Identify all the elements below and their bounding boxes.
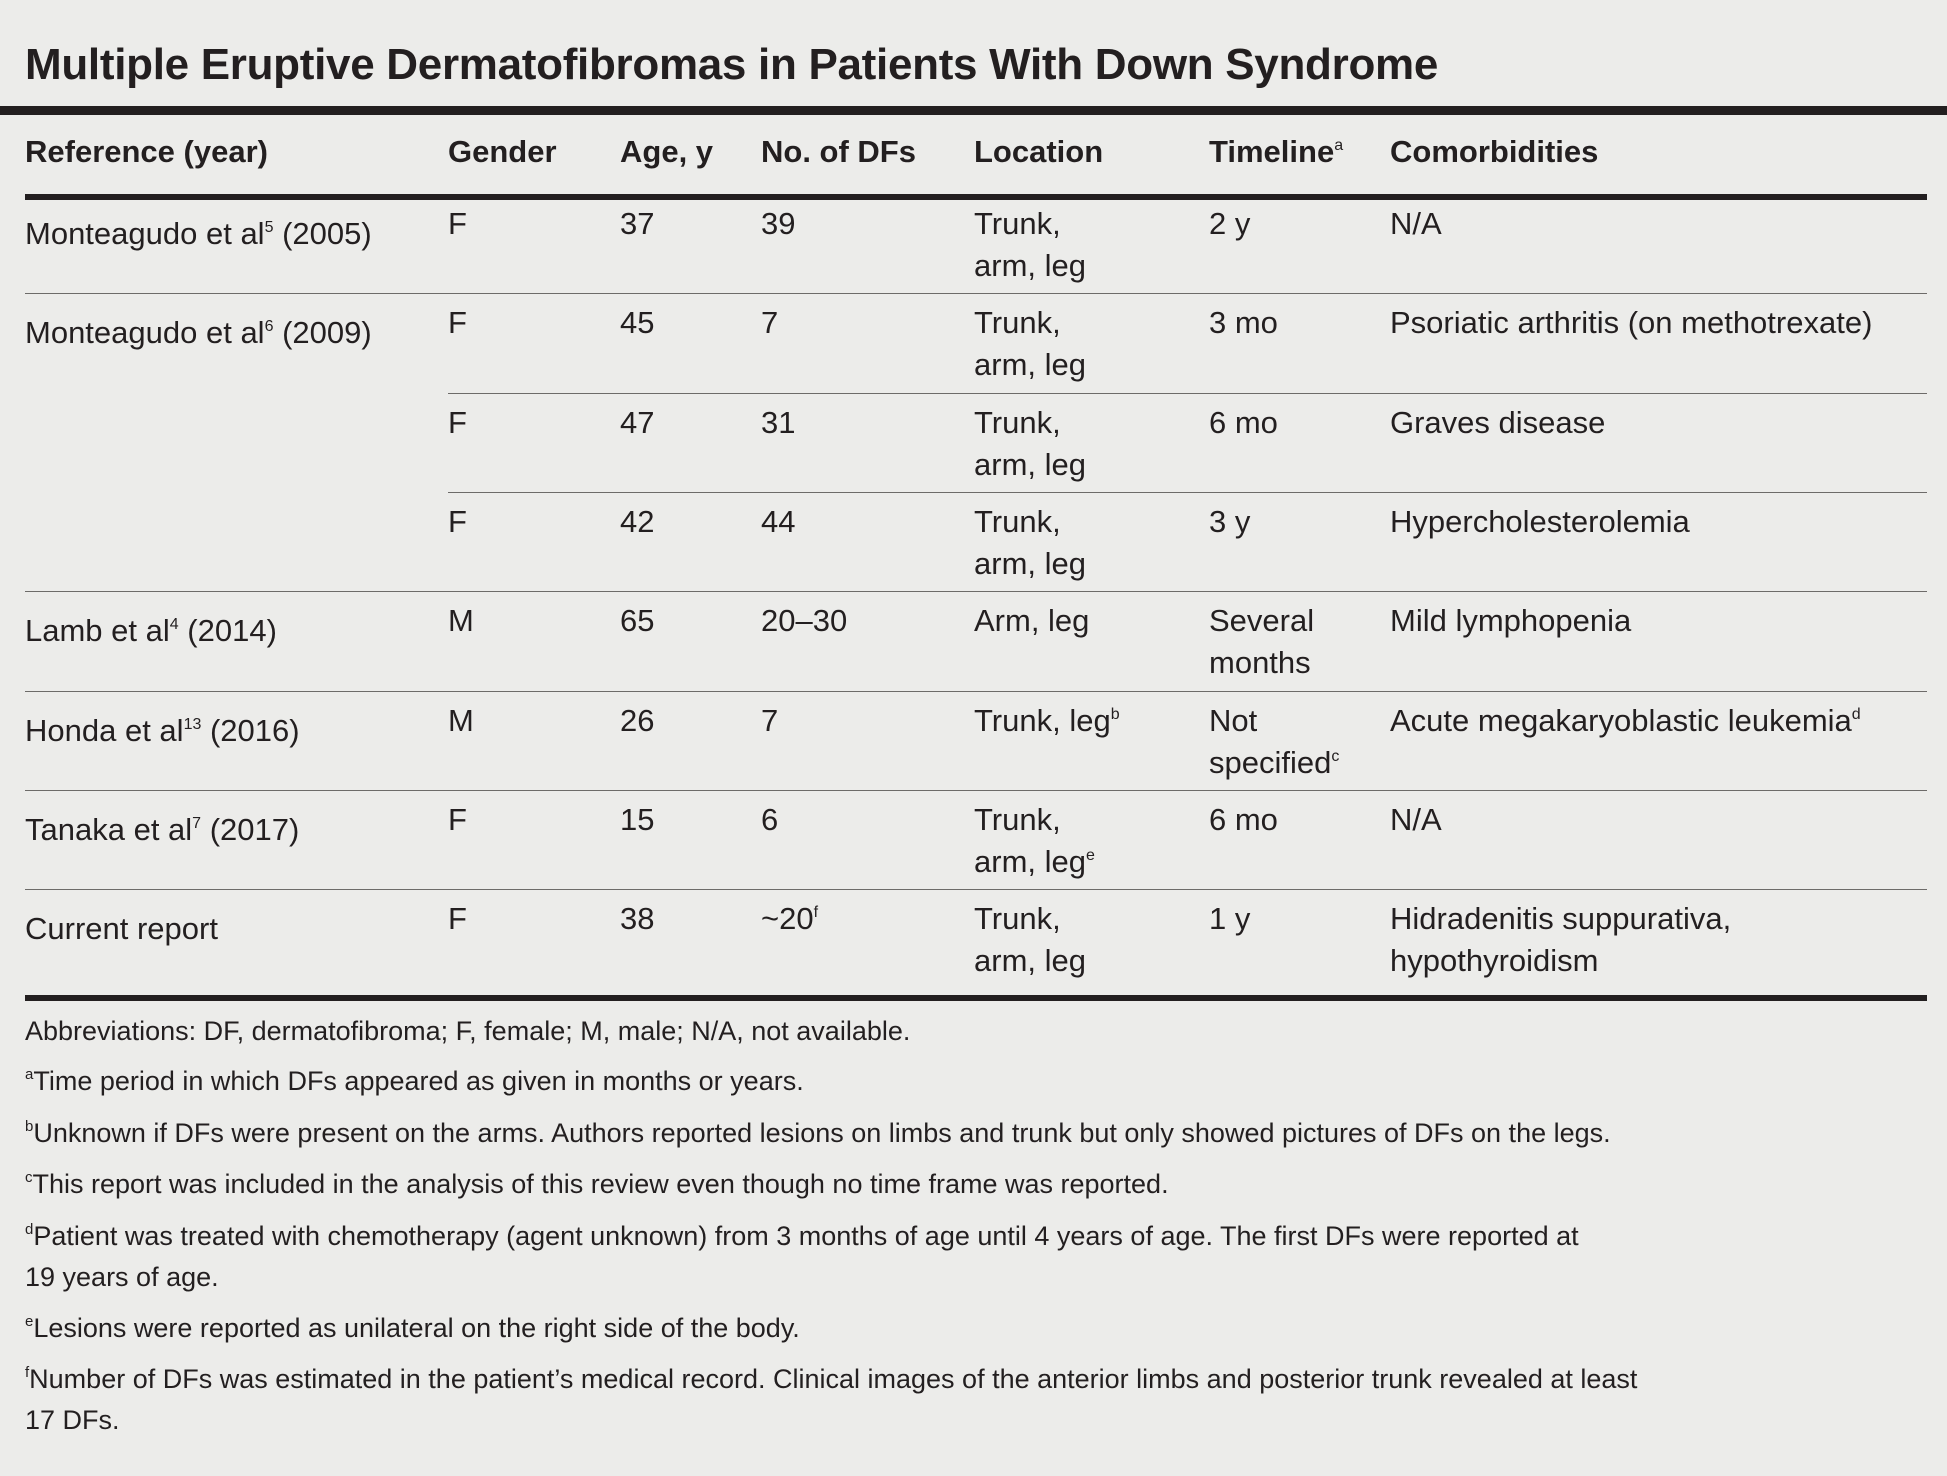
header-location: Location (974, 134, 1104, 169)
cell-comorbidities: Hypercholesterolemia (1390, 504, 1690, 539)
bottom-rule (25, 995, 1927, 1001)
cell-num-dfs: 31 (761, 405, 796, 440)
cell-location: Trunk, arm, leg (974, 901, 1086, 978)
cell-age: 26 (620, 703, 655, 738)
row-divider (25, 691, 1927, 692)
cell-age: 42 (620, 504, 655, 539)
row-divider (448, 393, 1927, 394)
cell-timeline: 2 y (1209, 206, 1251, 241)
cell-comorbidities: Mild lymphopenia (1390, 603, 1632, 638)
cell-num-dfs: 44 (761, 504, 796, 539)
cell-comorbidities: Hidradenitis suppurativa, hypothyroidism (1390, 901, 1732, 978)
row-divider (25, 591, 1927, 592)
footnote-b: $^b$Unknown if DFs were present on the arms. Authors reported lesions on limbs and trunk but only showed pictures of DFs on the legs. (25, 1118, 1611, 1148)
cell-age: 38 (620, 901, 655, 936)
cell-gender: F (448, 901, 467, 936)
footnote-a: $^a$Time period in which DFs appeared as given in months or years. (25, 1066, 804, 1096)
cell-age: 15 (620, 802, 655, 837)
cell-location: Arm, leg (974, 603, 1090, 638)
top-rule (0, 106, 1947, 115)
cell-timeline: Not specified$^c$ (1209, 703, 1340, 780)
cell-gender: F (448, 206, 467, 241)
cell-comorbidities: N/A (1390, 802, 1442, 837)
cell-reference: Monteagudo et $al^5$ (2005) (25, 216, 372, 251)
row-divider (25, 889, 1927, 890)
cell-timeline: 6 mo (1209, 802, 1278, 837)
cell-reference: Monteagudo et $al^6$ (2009) (25, 315, 372, 350)
table-title: Multiple Eruptive Dermatofibromas in Patients With Down Syndrome (25, 40, 1439, 89)
cell-num-dfs: ~20$^f$ (761, 901, 819, 936)
row-divider (25, 293, 1927, 294)
header-reference: Reference (year) (25, 134, 268, 169)
row-divider (448, 492, 1927, 493)
cell-location: Trunk, arm, leg (974, 206, 1086, 283)
cell-age: 47 (620, 405, 655, 440)
cell-age: 65 (620, 603, 655, 638)
cell-reference: Current report (25, 911, 218, 946)
cell-location: Trunk, arm, leg (974, 405, 1086, 482)
cell-location: Trunk, arm, leg$^e$ (974, 802, 1095, 879)
footnote-c: $^c$This report was included in the analysis of this review even though no time frame was reported. (25, 1169, 1169, 1199)
cell-comorbidities: Acute megakaryoblastic leukemia$^d$ (1390, 703, 1861, 738)
header-age: Age, y (620, 134, 714, 169)
cell-reference: Honda et $al^{13}$ (2016) (25, 713, 300, 748)
cell-location: Trunk, arm, leg (974, 504, 1086, 581)
cell-timeline: 1 y (1209, 901, 1251, 936)
cell-num-dfs: 7 (761, 305, 779, 340)
footnote-f: $^f$Number of DFs was estimated in the patient’s medical record. Clinical images of the anterior limbs and posterior trunk revealed at least 17 DFs. (25, 1364, 1638, 1435)
header-gender: Gender (448, 134, 557, 169)
header-rule (25, 194, 1927, 200)
cell-timeline: 3 y (1209, 504, 1251, 539)
header-timeline: Timeline$^a$ (1209, 134, 1344, 169)
cell-num-dfs: 6 (761, 802, 779, 837)
cell-gender: F (448, 802, 467, 837)
cell-gender: M (448, 703, 474, 738)
cell-comorbidities: Graves disease (1390, 405, 1606, 440)
cell-location: Trunk, leg$^b$ (974, 703, 1120, 738)
footnote-abbreviations: Abbreviations: DF, dermatofibroma; F, female; M, male; N/A, not available. (25, 1016, 911, 1046)
cell-gender: F (448, 504, 467, 539)
cell-age: 45 (620, 305, 655, 340)
cell-reference: Lamb et $al^4$ (2014) (25, 613, 277, 648)
cell-gender: F (448, 405, 467, 440)
cell-location: Trunk, arm, leg (974, 305, 1086, 382)
cell-age: 37 (620, 206, 655, 241)
row-divider (25, 790, 1927, 791)
header-timeline-footnote: a (1334, 137, 1344, 154)
footnote-e: $^e$Lesions were reported as unilateral on the right side of the body. (25, 1313, 800, 1343)
footnote-d: $^d$Patient was treated with chemotherapy (agent unknown) from 3 months of age until 4 years of age. The first DFs were reported at 19 years of age. (25, 1221, 1579, 1292)
cell-num-dfs: 7 (761, 703, 779, 738)
cell-reference: Tanaka et $al^7$ (2017) (25, 812, 300, 847)
header-num-dfs: No. of DFs (761, 134, 916, 169)
cell-timeline: Several months (1209, 603, 1315, 680)
cell-gender: M (448, 603, 474, 638)
cell-comorbidities: N/A (1390, 206, 1442, 241)
cell-timeline: 3 mo (1209, 305, 1278, 340)
cell-timeline: 6 mo (1209, 405, 1278, 440)
cell-gender: F (448, 305, 467, 340)
cell-num-dfs: 20–30 (761, 603, 848, 638)
cell-num-dfs: 39 (761, 206, 796, 241)
cell-comorbidities: Psoriatic arthritis (on methotrexate) (1390, 305, 1873, 340)
header-comorbidities: Comorbidities (1390, 134, 1599, 169)
